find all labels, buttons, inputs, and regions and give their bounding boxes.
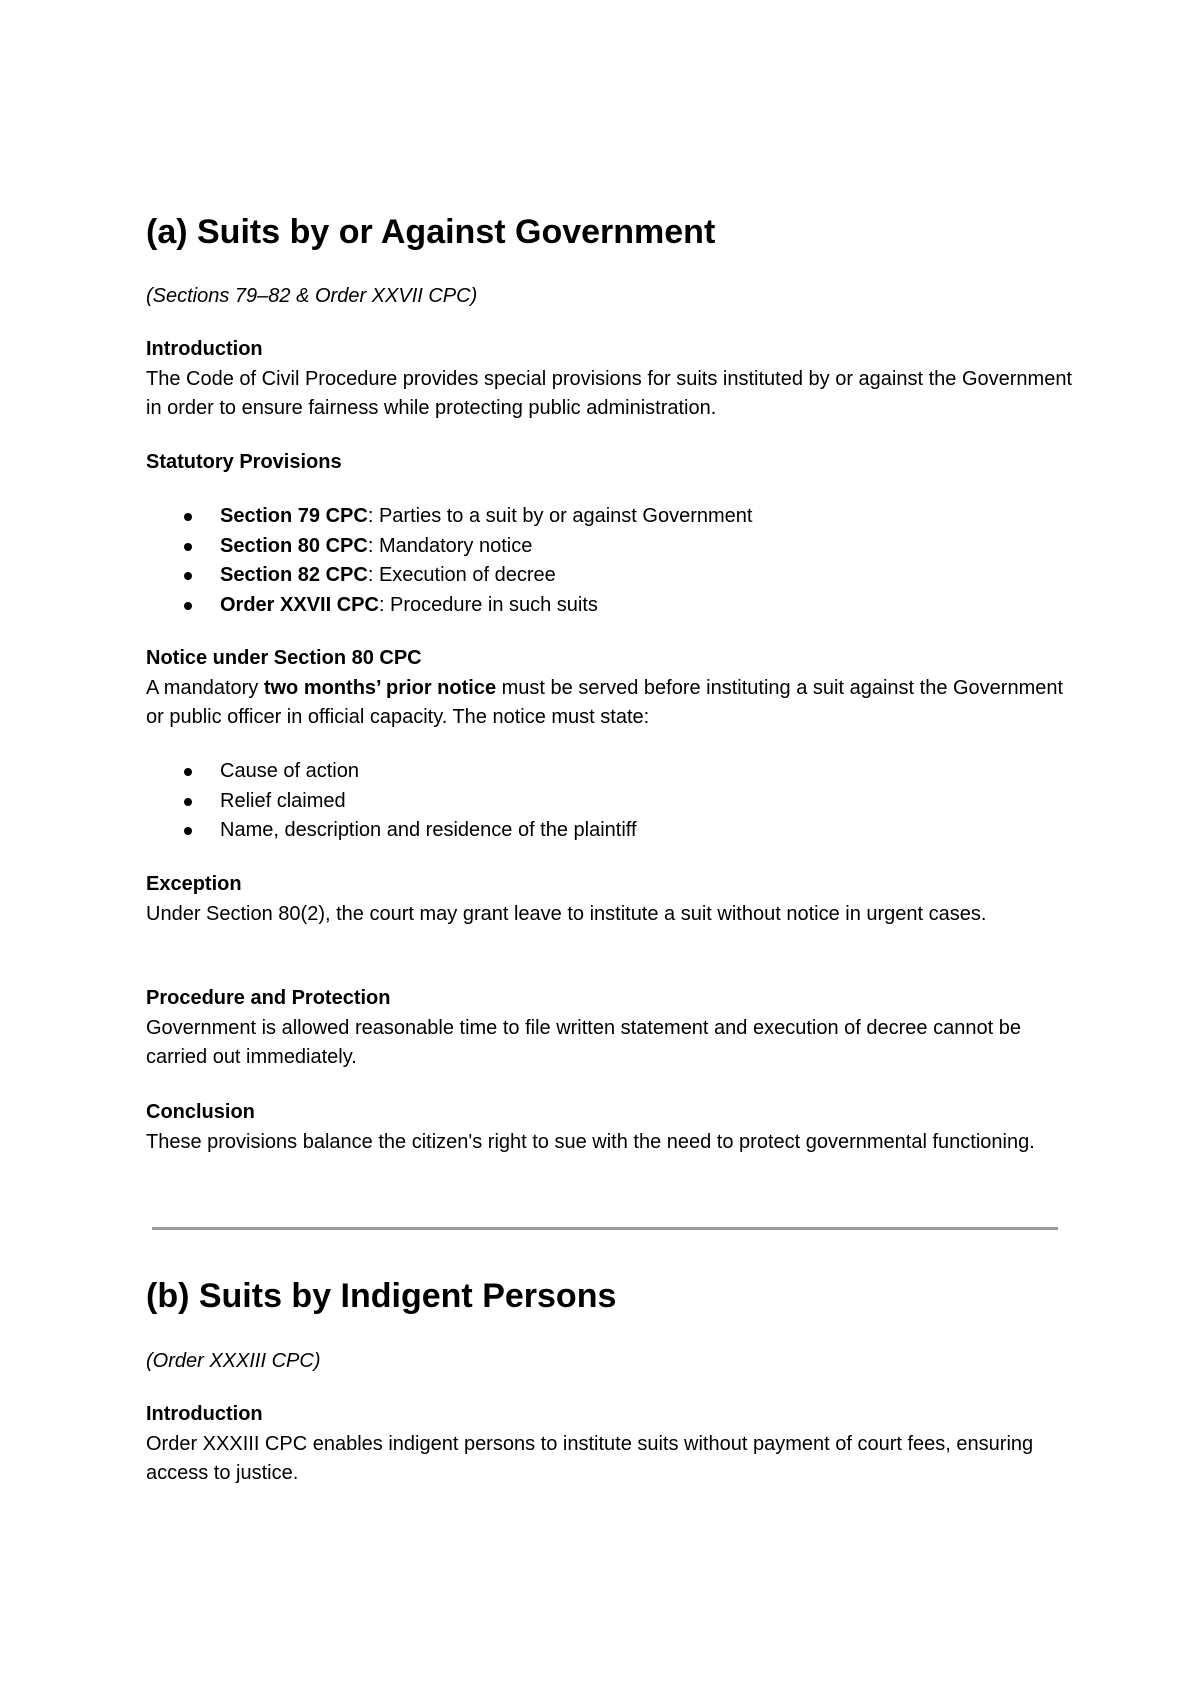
introduction-text: Order XXXIII CPC enables indigent persons to institute suits without payment of court fees, ensuring access to justice. <box>146 1432 1034 1484</box>
provision-name: Section 82 CPC <box>220 564 368 586</box>
section-a-notice <box>146 644 1076 733</box>
list-item <box>146 787 1076 817</box>
statutory-provisions-heading <box>146 448 1076 478</box>
exception-text: Under Section 80(2), the court may grant leave to institute a suit without notice in urgent cases. <box>146 902 987 925</box>
provision-name: Section 80 CPC <box>220 534 368 557</box>
bullet-icon <box>184 768 192 776</box>
section-b-subtitle: (Order XXXIII CPC) <box>146 1350 321 1372</box>
section-b-title: (b) Suits by Indigent Persons <box>146 1277 617 1315</box>
provision-name: Order XXVII CPC <box>220 593 379 616</box>
notice-requirements-list <box>146 757 1076 846</box>
requirement-text: Cause of action <box>220 760 359 782</box>
provision-name: Section 79 CPC <box>220 505 368 527</box>
introduction-heading: Introduction <box>146 338 263 360</box>
provision-desc: : Execution of decree <box>367 564 556 586</box>
list-item <box>146 757 1076 787</box>
list-item <box>146 591 1076 621</box>
bullet-icon <box>184 827 192 835</box>
list-item <box>146 532 1076 562</box>
conclusion-text: These provisions balance the citizen's right to sue with the need to protect governmental functioning. <box>146 1130 1035 1153</box>
requirement-text: Name, description and residence of the plaintiff <box>220 819 637 841</box>
section-divider <box>152 1227 1058 1230</box>
procedure-heading: Procedure and Protection <box>146 987 391 1009</box>
section-a-subtitle: (Sections 79–82 & Order XXVII CPC) <box>146 285 478 307</box>
bullet-icon <box>184 798 192 806</box>
statutory-provisions-list <box>146 502 1076 620</box>
provision-desc: : Mandatory notice <box>367 534 533 557</box>
section-a-title: (a) Suits by or Against Government <box>146 213 716 251</box>
introduction-heading: Introduction <box>146 1403 263 1425</box>
list-item <box>146 502 1076 532</box>
section-a-introduction <box>146 335 1076 424</box>
requirement-text: Relief claimed <box>220 789 346 812</box>
bullet-icon <box>184 602 192 610</box>
section-a-conclusion <box>146 1098 1076 1157</box>
section-a-procedure <box>146 984 1076 1073</box>
conclusion-heading: Conclusion <box>146 1101 255 1123</box>
section-a-exception <box>146 870 1076 929</box>
provision-desc: : Parties to a suit by or against Government <box>367 505 753 527</box>
exception-heading: Exception <box>146 873 242 895</box>
bullet-icon <box>184 543 192 551</box>
notice-text <box>146 674 1076 733</box>
notice-text-after: must be served before instituting a suit against the Government or public officer in official capacity. The notice must state: <box>146 676 1064 728</box>
list-item <box>146 816 1076 846</box>
bullet-icon <box>184 513 192 521</box>
bullet-icon <box>184 572 192 580</box>
notice-heading: Notice under Section 80 CPC <box>146 647 422 669</box>
statutory-heading-text: Statutory Provisions <box>146 451 342 473</box>
introduction-text: The Code of Civil Procedure provides special provisions for suits instituted by or against the Government in order to ensure fairness while protecting public administration. <box>146 367 1073 419</box>
provision-desc: : Procedure in such suits <box>378 593 598 616</box>
section-b-introduction <box>146 1400 1076 1489</box>
notice-text-before: A mandatory <box>146 676 264 699</box>
notice-text-bold: two months’ prior notice <box>263 676 497 699</box>
procedure-text: Government is allowed reasonable time to file written statement and execution of decree cannot be carried out immediately. <box>146 1016 1021 1068</box>
list-item <box>146 561 1076 591</box>
